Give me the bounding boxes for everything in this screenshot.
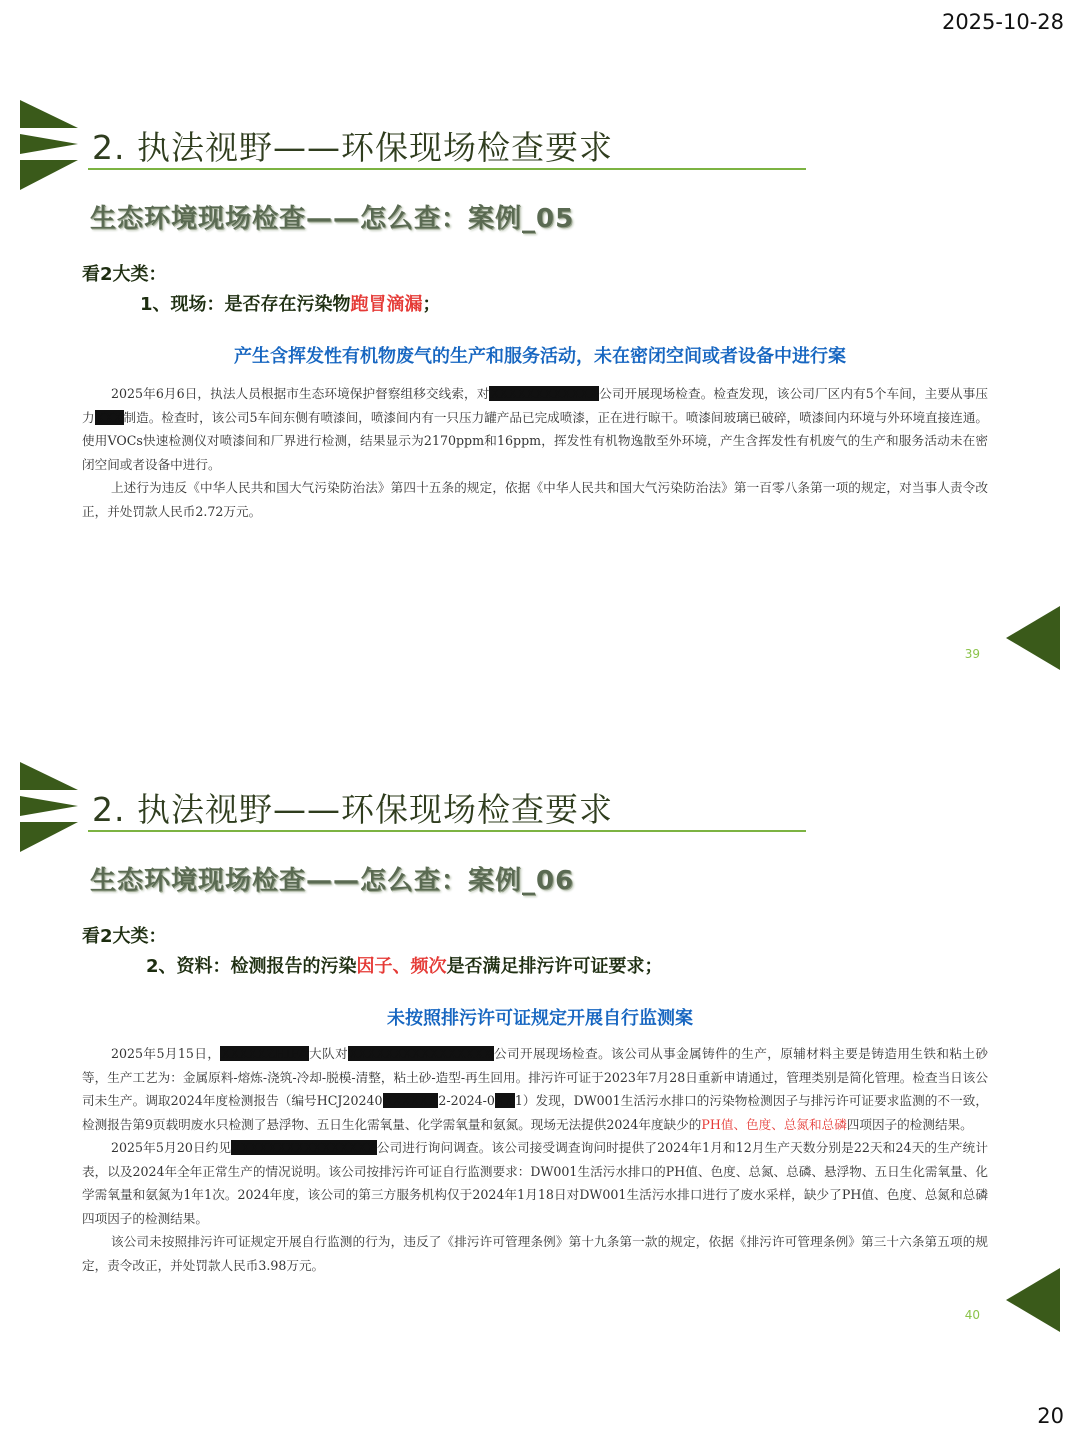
category-label: 看2大类： — [82, 926, 167, 947]
green-triangle-arrow-icon — [1006, 606, 1060, 670]
redaction: XXXXXXXXXXXXXXXX — [349, 1046, 493, 1061]
highlighted-factors: PH值、色度、总氮和总磷 — [701, 1116, 847, 1132]
title-divider — [88, 168, 806, 170]
case-heading: 未按照排污许可证规定开展自行监测案 — [387, 1008, 693, 1029]
green-chevron-logo-icon — [20, 762, 78, 852]
document-date: 2025-10-28 — [941, 10, 1064, 34]
green-chevron-logo-icon — [20, 100, 78, 190]
redaction: XXXXXZHIFA — [221, 1046, 308, 1061]
case-paragraph: 2025年6月6日，执法人员根据市生态环境保护督察组移交线索，对XXXXXXXXXXXX公司开展现场检查。检查发现，该公司厂区内有5个车间，主要从事压力XXX制造。检查时，该公司5车间东侧有喷漆间，喷漆间内有一只压力罐产品已完成喷漆，正在进行晾干。喷漆间玻璃已破碎，喷漆间内环境与外环境直接连通。使用VOCs快速检测仪对喷漆间和厂界进行检测，结果显示为2170ppm和16ppm，挥发性有机物逸散至外环境，产生含挥发性有机废气的生产和服务活动未在密闭空间或者设备中进行。 — [82, 386, 989, 472]
redaction: XXX — [95, 409, 123, 425]
case-paragraph: 2025年5月15日，XXXXXZHIFA大队对XXXXXXXXXXXXXXXX公司开展现场检查。该公司从事金属铸件的生产，原辅材料主要是铸造用生铁和粘土砂等，生产工艺为：金属原料-熔炼-浇筑-冷却-脱模-清整，粘土砂-造型-再生回用。排污许可证于2023年7月28日重新申请通过，管理类别是简化管理。检查当日该公司未生产。调取2024年度检测报告（编号HCJ20240XXXXXX2-2024-0XX1）发现，DW001生活污水排口的污染物检测因子与排污许可证要求监测的不一致，检测报告第9页载明废水只检测了悬浮物、五日生化需氧量、化学需氧量和氨氮。现场无法提供2024年度缺少的PH值、色度、总氮和总磷四项因子的检测结果。 — [82, 1046, 989, 1132]
redaction: XXXXXXXXXXXXXXXX — [232, 1140, 376, 1155]
slide-number: 39 — [964, 647, 980, 661]
check-point-highlight: 频次 — [410, 956, 447, 977]
redaction: XX — [495, 1093, 514, 1108]
slide-subtitle: 生态环境现场检查——怎么查：案例_06 — [90, 866, 575, 896]
case-paragraph: 上述行为违反《中华人民共和国大气污染防治法》第四十五条的规定，依据《中华人民共和国大气污染防治法》第一百零八条第一项的规定，对当事人责令改正，并处罚款人民币2.72万元。 — [82, 480, 988, 519]
check-point-end: ； — [422, 294, 441, 315]
redaction: XXXXXX — [383, 1093, 438, 1108]
check-point-text: 1、现场：是否存在污染物 — [140, 294, 351, 315]
case-heading: 产生含挥发性有机物废气的生产和服务活动，未在密闭空间或者设备中进行案 — [234, 346, 846, 367]
slide-title: 2. 执法视野——环保现场检查要求 — [92, 128, 613, 167]
case-paragraph: 2025年5月20日约见XXXXXXXXXXXXXXXX公司进行询问调查。该公司接受调查询问时提供了2024年1月和12月生产天数分别是22天和24天的生产统计表，以及2024年全年正常生产的情况说明。该公司按排污许可证自行监测要求：DW001生活污水排口的PH值、色度、总氮、总磷、悬浮物、五日生化需氧量、化学需氧量和氨氮为1年1次。2024年度，该公司的第三方服务机构仅于2024年1月18日对DW001生活污水排口进行了废水采样，缺少了PH值、色度、总氮和总磷四项因子的检测结果。 — [82, 1140, 988, 1226]
slide-40 — [0, 752, 1080, 1392]
slide-title: 2. 执法视野——环保现场检查要求 — [92, 790, 613, 829]
case-body — [82, 1042, 988, 1277]
slide-number: 40 — [964, 1308, 980, 1322]
case-body — [82, 382, 988, 523]
title-divider — [88, 830, 806, 832]
slide-subtitle: 生态环境现场检查——怎么查：案例_05 — [90, 204, 575, 234]
category-label: 看2大类： — [82, 264, 167, 285]
case-paragraph: 该公司未按照排污许可证规定开展自行监测的行为，违反了《排污许可管理条例》第十九条第一款的规定，依据《排污许可管理条例》第三十六条第五项的规定，责令改正，并处罚款人民币3.98万元。 — [82, 1234, 988, 1273]
check-point-highlight: 因子 — [356, 956, 393, 977]
check-point: 2、资料：检测报告的污染因子、频次是否满足排污许可证要求； — [146, 956, 663, 977]
slide-39 — [0, 90, 1080, 730]
check-point-highlight: 跑冒滴漏 — [350, 294, 423, 315]
page-number: 20 — [1037, 1404, 1064, 1428]
check-point — [140, 290, 441, 316]
redaction: XXXXXXXXXXXX — [490, 386, 599, 401]
green-triangle-arrow-icon — [1006, 1268, 1060, 1332]
